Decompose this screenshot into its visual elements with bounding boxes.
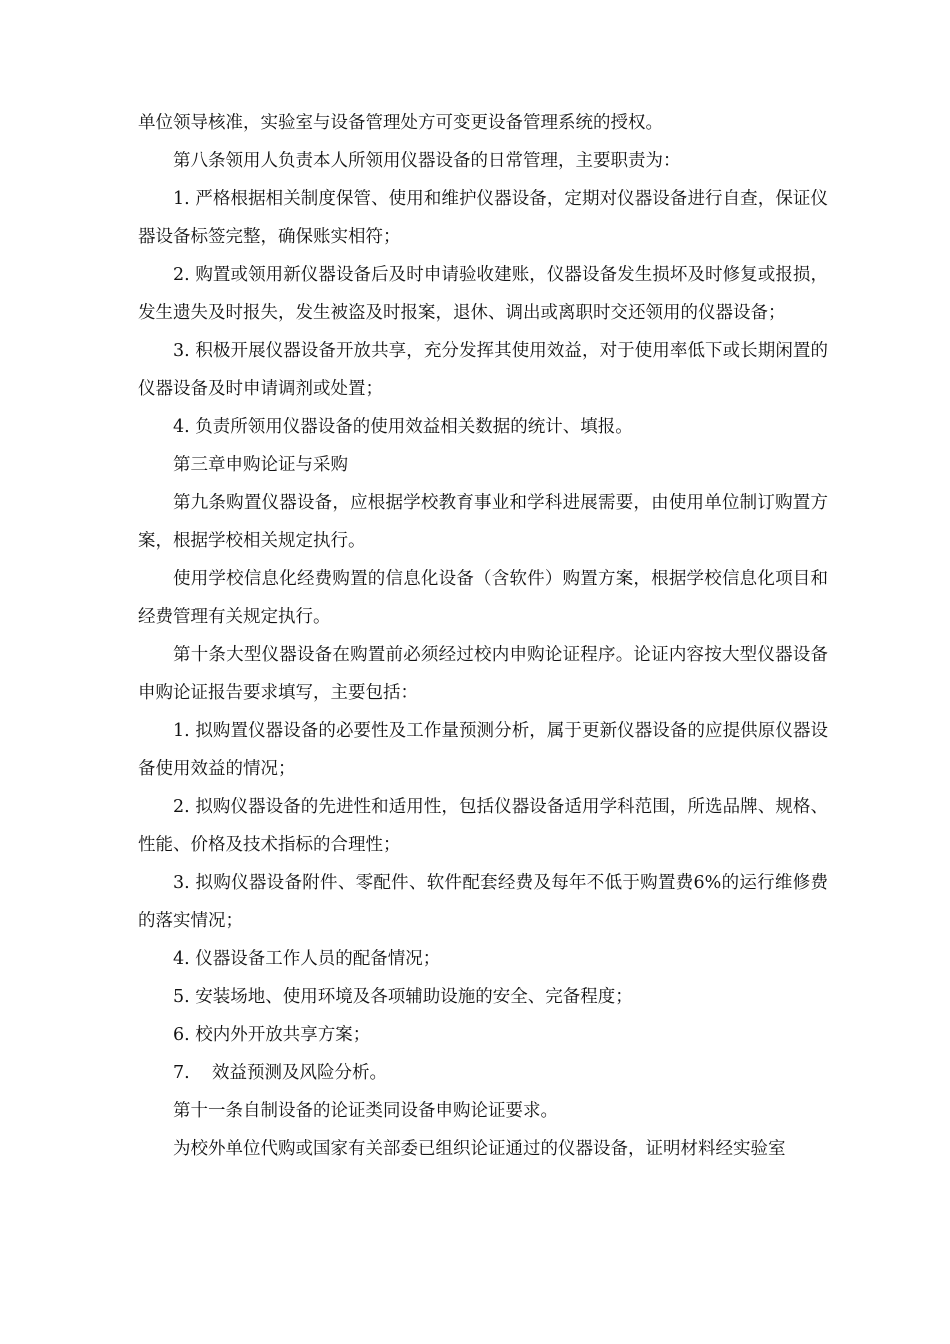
paragraph: 1. 拟购置仪器设备的必要性及工作量预测分析，属于更新仪器设备的应提供原仪器设备使用效益的情况； — [138, 721, 828, 779]
paragraph: 第八条领用人负责本人所领用仪器设备的日常管理，主要职责为： — [173, 151, 681, 171]
paragraph: 3. 拟购仪器设备附件、零配件、软件配套经费及每年不低于购置费6%的运行维修费的落实情况； — [138, 873, 828, 931]
document-body — [138, 104, 828, 1168]
paragraph: 单位领导核准，实验室与设备管理处方可变更设备管理系统的授权。 — [138, 113, 663, 133]
paragraph: 第十条大型仪器设备在购置前必须经过校内申购论证程序。论证内容按大型仪器设备申购论证报告要求填写，主要包括： — [138, 645, 828, 703]
paragraph: 第十一条自制设备的论证类同设备申购论证要求。 — [173, 1101, 558, 1121]
paragraph: 3. 积极开展仪器设备开放共享，充分发挥其使用效益，对于使用率低下或长期闲置的仪器设备及时申请调剂或处置； — [138, 341, 828, 399]
paragraph: 为校外单位代购或国家有关部委已组织论证通过的仪器设备，证明材料经实验室 — [173, 1139, 786, 1159]
paragraph: 1. 严格根据相关制度保管、使用和维护仪器设备，定期对仪器设备进行自查，保证仪器设备标签完整，确保账实相符； — [138, 189, 828, 247]
paragraph: 4. 负责所领用仪器设备的使用效益相关数据的统计、填报。 — [173, 417, 633, 437]
chapter-heading: 第三章申购论证与采购 — [173, 455, 348, 475]
paragraph: 4. 仪器设备工作人员的配备情况； — [173, 949, 441, 969]
paragraph: 5. 安装场地、使用环境及各项辅助设施的安全、完备程度； — [173, 987, 633, 1007]
paragraph: 7. 效益预测及风险分析。 — [173, 1063, 387, 1083]
paragraph: 2. 拟购仪器设备的先进性和适用性，包括仪器设备适用学科范围，所选品牌、规格、性能、价格及技术指标的合理性； — [138, 797, 828, 855]
paragraph: 第九条购置仪器设备，应根据学校教育事业和学科进展需要，由使用单位制订购置方案，根据学校相关规定执行。 — [138, 493, 828, 551]
paragraph: 6. 校内外开放共享方案； — [173, 1025, 371, 1045]
paragraph: 2. 购置或领用新仪器设备后及时申请验收建账，仪器设备发生损坏及时修复或报损，发生遗失及时报失，发生被盗及时报案，退休、调出或离职时交还领用的仪器设备； — [138, 265, 828, 323]
paragraph: 使用学校信息化经费购置的信息化设备（含软件）购置方案，根据学校信息化项目和经费管理有关规定执行。 — [138, 569, 828, 627]
